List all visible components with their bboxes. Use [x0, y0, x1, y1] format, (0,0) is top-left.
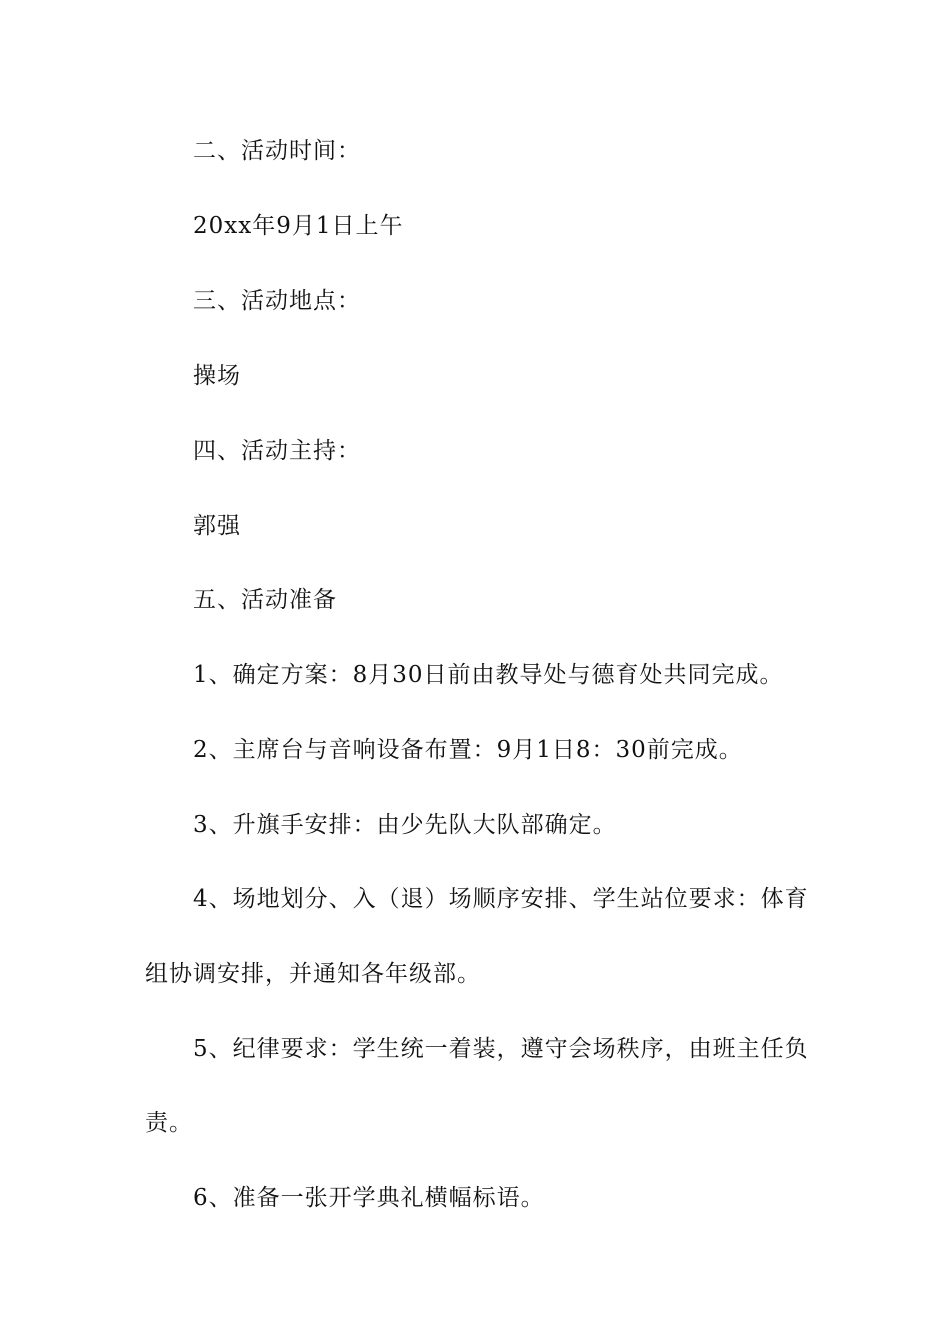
- section-heading-location: 三、活动地点：: [193, 288, 361, 314]
- preparation-item-5-line-1: 5、纪律要求：学生统一着装，遵守会场秩序，由班主任负: [193, 1036, 809, 1062]
- preparation-item-5-line-2: 责。: [145, 1110, 193, 1136]
- section-heading-host: 四、活动主持：: [193, 438, 361, 464]
- preparation-item-4-line-1: 4、场地划分、入（退）场顺序安排、学生站位要求：体育: [193, 886, 809, 912]
- preparation-item-1: 1、确定方案：8月30日前由教导处与德育处共同完成。: [193, 662, 784, 688]
- activity-host-value: 郭强: [193, 513, 241, 539]
- preparation-item-3: 3、升旗手安排：由少先队大队部确定。: [193, 812, 617, 838]
- activity-time-value: 20xx年9月1日上午: [193, 213, 404, 239]
- preparation-item-2: 2、主席台与音响设备布置：9月1日8：30前完成。: [193, 737, 743, 763]
- section-heading-preparation: 五、活动准备: [193, 587, 337, 613]
- activity-location-value: 操场: [193, 363, 241, 389]
- preparation-item-6: 6、准备一张开学典礼横幅标语。: [193, 1185, 545, 1211]
- preparation-item-4-line-2: 组协调安排，并通知各年级部。: [145, 961, 481, 987]
- section-heading-time: 二、活动时间：: [193, 138, 361, 164]
